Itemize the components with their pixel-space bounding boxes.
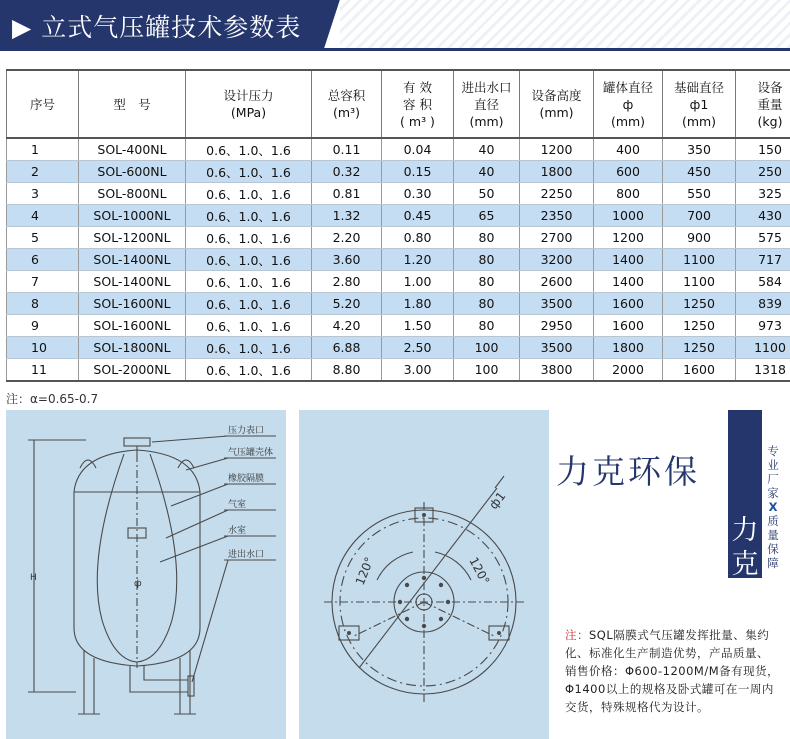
- label-rubber-membrane: 橡胶隔膜: [228, 474, 265, 484]
- table-cell: 50: [454, 183, 520, 205]
- table-cell: 80: [454, 293, 520, 315]
- table-cell: 0.80: [382, 227, 454, 249]
- brand-name: 力克环保: [556, 452, 700, 491]
- column-header: [79, 70, 186, 138]
- tank-base-plan-drawing: [299, 410, 549, 739]
- table-cell: 0.45: [382, 205, 454, 227]
- dim-phi-label: ф: [134, 579, 142, 589]
- table-cell: SOL-2000NL: [79, 359, 186, 382]
- table-cell: 1250: [663, 293, 736, 315]
- table-cell: 2.50: [382, 337, 454, 359]
- column-header-line: (mm): [469, 113, 504, 129]
- table-cell: 100: [454, 359, 520, 382]
- angle-right-label: 120°: [466, 554, 493, 587]
- table-cell: 80: [454, 271, 520, 293]
- column-header-line: 进出水口: [461, 79, 512, 95]
- table-cell: 10: [7, 337, 79, 359]
- table-cell: 3500: [520, 293, 594, 315]
- column-header-line: 设备高度: [531, 88, 582, 103]
- column-header-line: ф1: [689, 96, 709, 112]
- table-cell: SOL-600NL: [79, 161, 186, 183]
- column-header-line: (mm): [681, 113, 717, 129]
- table-body: [7, 138, 790, 381]
- table-cell: 700: [663, 205, 736, 227]
- table-cell: 717: [736, 249, 790, 271]
- column-header: [736, 70, 790, 138]
- slogan-bottom: 质量保障: [767, 514, 779, 570]
- table-cell: 1200: [520, 138, 594, 161]
- description-body: SQL隔膜式气压罐发挥批量、集约化、标准化生产制造优势，产品质量、销售价格：Φ600-1200M/M备有现货，Φ1400以上的规格及卧式罐可在一周内交货，特殊规格代为设计。: [565, 628, 780, 714]
- table-cell: 0.15: [382, 161, 454, 183]
- table-cell: 2700: [520, 227, 594, 249]
- table-cell: 2600: [520, 271, 594, 293]
- spec-table: [6, 69, 790, 382]
- table-cell: 3: [7, 183, 79, 205]
- column-header: [312, 70, 382, 138]
- table-cell: 9: [7, 315, 79, 337]
- slogan-separator: X: [768, 500, 778, 514]
- brand-logo-char-2: 克: [731, 549, 759, 580]
- table-cell: 350: [663, 138, 736, 161]
- brand-logo-char-1: 力: [731, 515, 759, 546]
- table-cell: 0.6、1.0、1.6: [186, 337, 312, 359]
- table-cell: 0.6、1.0、1.6: [186, 359, 312, 382]
- table-cell: 2950: [520, 315, 594, 337]
- table-cell: SOL-1400NL: [79, 249, 186, 271]
- table-row: [7, 227, 790, 249]
- column-header-line: ( m³ ): [400, 113, 435, 129]
- column-header: [520, 70, 594, 138]
- brand-slogan: [765, 444, 781, 570]
- column-header-line: (MPa): [230, 105, 267, 120]
- table-cell: 0.6、1.0、1.6: [186, 249, 312, 271]
- header-stripes: [340, 0, 790, 48]
- table-row: [7, 315, 790, 337]
- column-header-line: 总容积: [327, 88, 366, 103]
- table-cell: 3.60: [312, 249, 382, 271]
- table-cell: 1100: [663, 249, 736, 271]
- table-cell: 5.20: [312, 293, 382, 315]
- tank-base-plan-diagram: [299, 410, 549, 739]
- table-cell: 400: [594, 138, 663, 161]
- label-air-chamber: 气室: [228, 500, 247, 510]
- table-cell: 0.32: [312, 161, 382, 183]
- column-header: [186, 70, 312, 138]
- table-cell: 3500: [520, 337, 594, 359]
- table-cell: 7: [7, 271, 79, 293]
- table-cell: 1800: [520, 161, 594, 183]
- column-header-line: 设计压力: [223, 88, 274, 103]
- table-cell: 0.6、1.0、1.6: [186, 293, 312, 315]
- table-cell: 6: [7, 249, 79, 271]
- table-cell: 3800: [520, 359, 594, 382]
- table-cell: 4: [7, 205, 79, 227]
- header-underline: [0, 48, 790, 51]
- table-cell: 1000: [594, 205, 663, 227]
- table-cell: 80: [454, 249, 520, 271]
- table-cell: 1: [7, 138, 79, 161]
- table-cell: 0.81: [312, 183, 382, 205]
- table-cell: 1400: [594, 271, 663, 293]
- table-cell: 0.30: [382, 183, 454, 205]
- table-cell: 80: [454, 315, 520, 337]
- table-cell: 80: [454, 227, 520, 249]
- table-cell: SOL-1600NL: [79, 315, 186, 337]
- column-header: [382, 70, 454, 138]
- table-cell: 450: [663, 161, 736, 183]
- table-row: [7, 359, 790, 382]
- table-row: [7, 337, 790, 359]
- table-cell: SOL-400NL: [79, 138, 186, 161]
- play-arrow-icon: ▶: [12, 13, 33, 42]
- table-cell: 1.20: [382, 249, 454, 271]
- table-row: [7, 249, 790, 271]
- table-cell: 8.80: [312, 359, 382, 382]
- table-cell: 150: [736, 138, 790, 161]
- table-cell: SOL-1000NL: [79, 205, 186, 227]
- table-cell: 8: [7, 293, 79, 315]
- table-cell: SOL-800NL: [79, 183, 186, 205]
- table-cell: 550: [663, 183, 736, 205]
- column-header-line: (m³): [333, 105, 360, 120]
- table-cell: 1.00: [382, 271, 454, 293]
- table-cell: 0.6、1.0、1.6: [186, 315, 312, 337]
- table-cell: 1600: [594, 315, 663, 337]
- column-header-line: 有 效: [403, 79, 432, 95]
- table-cell: 0.6、1.0、1.6: [186, 227, 312, 249]
- column-header-line: (mm): [539, 105, 574, 120]
- page-title: [12, 8, 301, 44]
- table-cell: 3200: [520, 249, 594, 271]
- table-cell: 973: [736, 315, 790, 337]
- table-cell: 6.88: [312, 337, 382, 359]
- table-cell: 1800: [594, 337, 663, 359]
- column-header-line: ф: [622, 96, 634, 112]
- alpha-note: 注：α=0.65-0.7: [6, 392, 99, 406]
- table-cell: SOL-1800NL: [79, 337, 186, 359]
- table-cell: 575: [736, 227, 790, 249]
- column-header: [594, 70, 663, 138]
- table-cell: 430: [736, 205, 790, 227]
- table-cell: 65: [454, 205, 520, 227]
- table-cell: 2: [7, 161, 79, 183]
- table-cell: 1200: [594, 227, 663, 249]
- table-row: [7, 138, 790, 161]
- slogan-top: 专业厂家: [767, 444, 779, 500]
- label-tank-shell: 气压罐壳体: [228, 448, 274, 458]
- column-header-line: 罐体直径: [602, 79, 653, 95]
- table-cell: 0.6、1.0、1.6: [186, 138, 312, 161]
- table-cell: 40: [454, 161, 520, 183]
- table-cell: 1318: [736, 359, 790, 382]
- table-cell: 100: [454, 337, 520, 359]
- column-header: [663, 70, 736, 138]
- column-header-line: (kg): [757, 113, 783, 129]
- column-header-line: 容 积: [403, 96, 432, 112]
- label-water-chamber: 水室: [228, 526, 247, 536]
- table-cell: 11: [7, 359, 79, 382]
- label-pressure-gauge-port: 压力表口: [228, 426, 265, 436]
- table-cell: 0.6、1.0、1.6: [186, 205, 312, 227]
- table-cell: 600: [594, 161, 663, 183]
- table-cell: 2350: [520, 205, 594, 227]
- table-cell: SOL-1200NL: [79, 227, 186, 249]
- table-cell: 2.80: [312, 271, 382, 293]
- table-cell: 4.20: [312, 315, 382, 337]
- table-cell: 0.6、1.0、1.6: [186, 161, 312, 183]
- column-header-line: 型 号: [113, 96, 151, 112]
- table-row: [7, 293, 790, 315]
- table-row: [7, 161, 790, 183]
- table-cell: 1600: [663, 359, 736, 382]
- tank-side-view-diagram: [6, 410, 286, 739]
- table-cell: 584: [736, 271, 790, 293]
- tank-side-view-drawing: [6, 410, 286, 739]
- table-cell: 3.00: [382, 359, 454, 382]
- table-row: [7, 205, 790, 227]
- table-cell: 1100: [663, 271, 736, 293]
- table-cell: 1250: [663, 315, 736, 337]
- phi1-label: ф1: [486, 489, 509, 512]
- column-header: [454, 70, 520, 138]
- brand-logo-block: [728, 410, 762, 578]
- table-cell: 0.6、1.0、1.6: [186, 271, 312, 293]
- table-cell: SOL-1400NL: [79, 271, 186, 293]
- column-header-line: 重量: [757, 96, 783, 112]
- dim-h-label: H: [30, 573, 37, 583]
- table-cell: 1.50: [382, 315, 454, 337]
- table-cell: SOL-1600NL: [79, 293, 186, 315]
- table-cell: 2250: [520, 183, 594, 205]
- table-cell: 0.11: [312, 138, 382, 161]
- table-cell: 0.6、1.0、1.6: [186, 183, 312, 205]
- table-cell: 40: [454, 138, 520, 161]
- page-title-text: 立式气压罐技术参数表: [41, 13, 302, 42]
- angle-left-label: 120°: [352, 555, 377, 588]
- column-header-line: 设备: [757, 79, 783, 95]
- column-header-line: 直径: [473, 96, 499, 112]
- table-row: [7, 183, 790, 205]
- column-header: [7, 70, 79, 138]
- table-cell: 325: [736, 183, 790, 205]
- product-description: [565, 626, 780, 716]
- table-cell: 5: [7, 227, 79, 249]
- table-cell: 1400: [594, 249, 663, 271]
- table-cell: 2000: [594, 359, 663, 382]
- table-cell: 1.32: [312, 205, 382, 227]
- column-header-line: 序号: [29, 96, 55, 112]
- table-cell: 0.04: [382, 138, 454, 161]
- table-cell: 1600: [594, 293, 663, 315]
- table-cell: 800: [594, 183, 663, 205]
- table-cell: 1100: [736, 337, 790, 359]
- column-header-line: (mm): [610, 113, 646, 129]
- table-cell: 250: [736, 161, 790, 183]
- table-cell: 839: [736, 293, 790, 315]
- column-header-line: 基础直径: [673, 79, 724, 95]
- label-inlet-outlet: 进出水口: [228, 550, 265, 560]
- table-cell: 900: [663, 227, 736, 249]
- table-cell: 1250: [663, 337, 736, 359]
- header-banner: [0, 0, 790, 52]
- table-row: [7, 271, 790, 293]
- table-header-row: [7, 70, 790, 138]
- table-cell: 2.20: [312, 227, 382, 249]
- table-cell: 1.80: [382, 293, 454, 315]
- description-prefix: 注：: [565, 628, 589, 642]
